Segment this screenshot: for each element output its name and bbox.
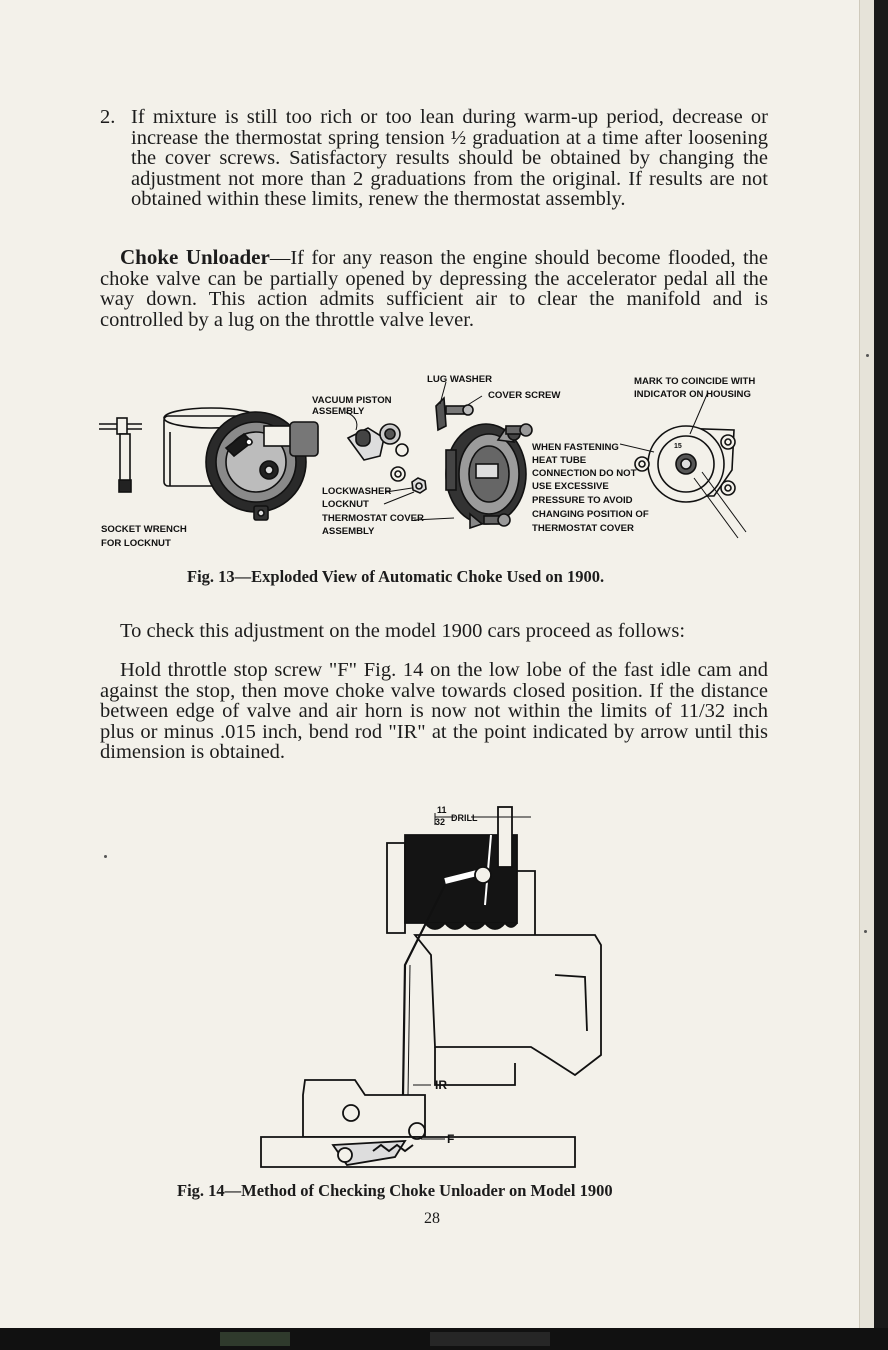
paper-speck xyxy=(866,354,869,357)
item-2-text: If mixture is still too rich or too lean during warm-up period, decrease or increase the thermostat spring tension ½ graduation at a time after loosening the cover screws. Satisfactory results should be obtained by changing the adjustment not more than 2 graduations from the original. If results are not obtained within these limits, renew the thermostat assembly. xyxy=(131,106,768,211)
label-socket-wrench-1: SOCKET WRENCH xyxy=(101,524,187,535)
choke-unloader-text: —If for any reason the engine should become flooded, the choke valve can be partially opened by depressing the accelerator pedal all the way down. This action admits sufficient air to clear the manifold and is controlled by a lug on the throttle valve lever. xyxy=(100,247,768,331)
label-mark-2: INDICATOR ON HOUSING xyxy=(634,389,751,400)
label-thermostat-cover-1: THERMOSTAT COVER xyxy=(322,513,424,524)
drill-label: DRILL xyxy=(451,813,478,823)
drill-size-numerator: 11 xyxy=(437,805,447,815)
dial-scale-number: 15 xyxy=(674,443,682,450)
label-locknut: LOCKNUT xyxy=(322,499,369,510)
drill-size-denominator: 32 xyxy=(435,817,446,827)
drill-gauge xyxy=(498,807,512,867)
figure-13-caption: Fig. 13—Exploded View of Automatic Choke Used on 1900. xyxy=(187,567,605,586)
label-lug-washer: LUG WASHER xyxy=(427,374,493,385)
label-fastening-7: THERMOSTAT COVER xyxy=(532,523,634,534)
figure-13-diagram xyxy=(94,368,784,568)
rod-ir-label: IR xyxy=(435,1078,447,1092)
throttle-body-base xyxy=(261,1137,575,1167)
label-fastening-2: HEAT TUBE xyxy=(532,455,587,466)
paper-speck xyxy=(104,855,107,858)
carburetor-body xyxy=(415,935,601,1075)
label-vacuum-piston-1: VACUUM PISTON xyxy=(312,395,392,406)
label-fastening-5: PRESSURE TO AVOID xyxy=(532,495,633,506)
figure-14-caption: Fig. 14—Method of Checking Choke Unloader on Model 1900 xyxy=(177,1181,613,1200)
paper-speck xyxy=(864,930,867,933)
section-heading: Choke Unloader xyxy=(120,245,270,269)
label-fastening-1: WHEN FASTENING xyxy=(532,442,619,453)
label-fastening-6: CHANGING POSITION OF xyxy=(532,509,649,520)
label-lockwasher: LOCKWASHER xyxy=(322,486,392,497)
paragraph-check-procedure: Hold throttle stop screw "F" Fig. 14 on the low lobe of the fast idle cam and against the stop, then move choke valve towards closed position. If the distance between edge of valve and air horn is now not within the limits of 11/32 inch plus or minus .015 inch, bend rod "IR" at the point indicated by arrow until this dimension is obtained. xyxy=(100,659,768,764)
label-fastening-3: CONNECTION DO NOT xyxy=(532,468,637,479)
label-thermostat-cover-2: ASSEMBLY xyxy=(322,526,375,537)
figure-14-diagram xyxy=(255,795,615,1175)
label-cover-screw: COVER SCREW xyxy=(488,390,561,401)
page-edge xyxy=(859,0,874,1328)
label-mark-1: MARK TO COINCIDE WITH xyxy=(634,376,756,387)
label-vacuum-piston-2: ASSEMBLY xyxy=(312,406,365,417)
paragraph-choke-unloader xyxy=(100,247,768,330)
page-number: 28 xyxy=(424,1210,440,1227)
label-socket-wrench-2: FOR LOCKNUT xyxy=(101,538,171,549)
scan-bottom-border xyxy=(0,1328,888,1350)
item-number: 2. xyxy=(100,106,116,128)
screw-f-label: F xyxy=(447,1132,455,1146)
paragraph-item-2 xyxy=(100,107,768,210)
paragraph-check-intro: To check this adjustment on the model 1900 cars proceed as follows: xyxy=(120,620,686,642)
label-fastening-4: USE EXCESSIVE xyxy=(532,481,609,492)
